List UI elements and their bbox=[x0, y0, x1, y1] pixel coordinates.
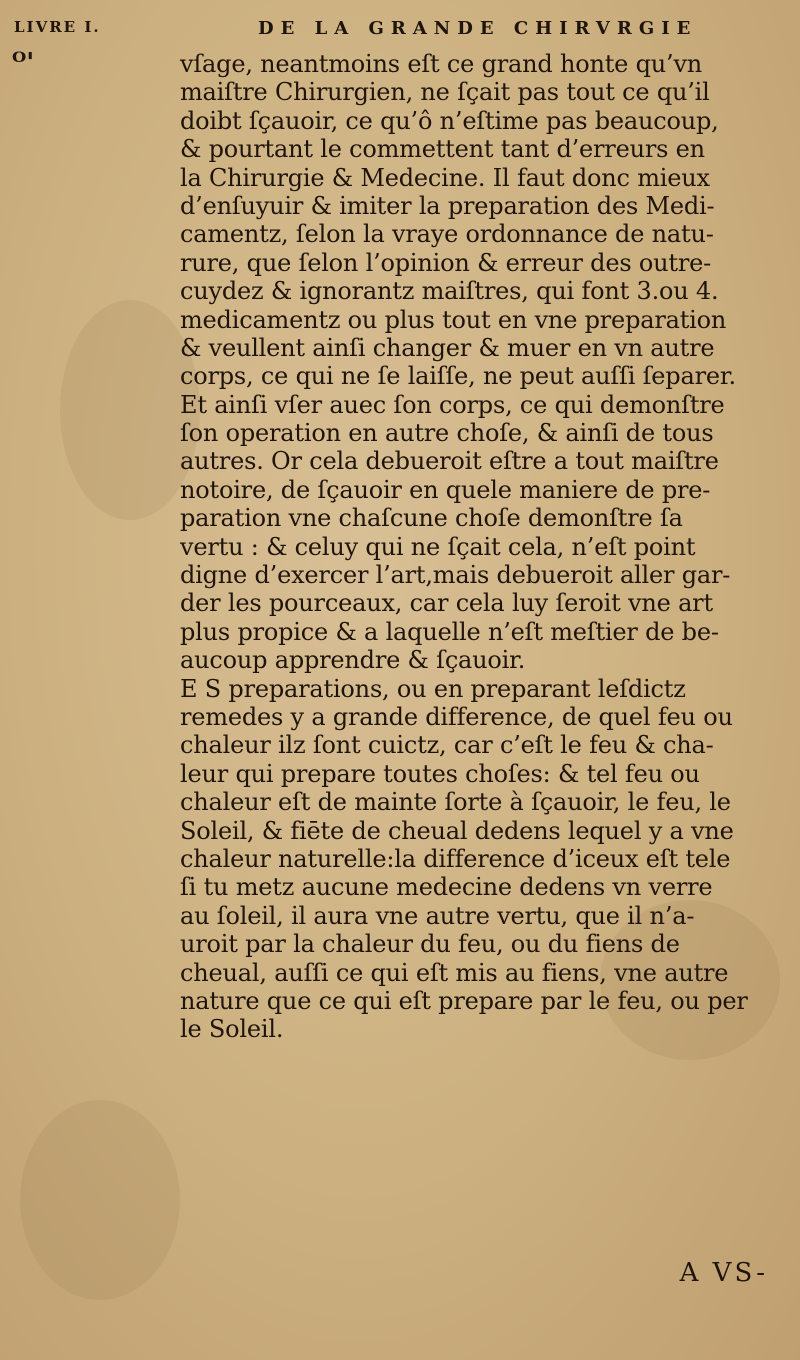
text-line: ſi tu metz aucune medecine dedens vn verre bbox=[180, 873, 713, 902]
text-line: leur qui prepare toutes choſes: & tel feu ou bbox=[180, 759, 700, 788]
text-line: d’enſuyuir & imiter la preparation des Medi- bbox=[180, 191, 715, 220]
text-line: autres. Or cela debueroit eſtre a tout maiſtre bbox=[180, 447, 719, 476]
text-line: chaleur ilz ſont cuictz, car c’eſt le feu & cha- bbox=[180, 731, 714, 760]
text-line: digne d’exercer l’art,mais debueroit aller gar- bbox=[180, 561, 731, 590]
text-line: ſon operation en autre choſe, & ainſi de tous bbox=[180, 419, 714, 448]
text-line: camentz, ſelon la vraye ordonnance de natu- bbox=[180, 220, 714, 249]
marginal-mark: ᴼ' bbox=[12, 48, 35, 78]
text-line: cheual, auſſi ce qui eſt mis au fiens, vne autre bbox=[180, 958, 729, 987]
text-line: chaleur naturelle:la difference d’iceux eſt tele bbox=[180, 844, 731, 873]
text-line: der les pourceaux, car cela luy ſeroit vne art bbox=[180, 589, 713, 618]
text-line: Soleil, & fiēte de cheual dedens lequel y a vne bbox=[180, 816, 734, 845]
text-line: le Soleil. bbox=[180, 1015, 284, 1044]
body-text bbox=[180, 50, 780, 1044]
paper-stain bbox=[60, 300, 200, 520]
text-line: uroit par la chaleur du feu, ou du fiens de bbox=[180, 930, 680, 959]
text-line: cuydez & ignorantz maiſtres, qui font 3.ou 4. bbox=[180, 277, 719, 306]
paper-stain bbox=[20, 1100, 180, 1300]
catchword: A VS- bbox=[679, 1258, 768, 1288]
text-line: medicamentz ou plus tout en vne preparation bbox=[180, 305, 727, 334]
text-line: plus propice & a laquelle n’eſt meſtier de be- bbox=[180, 617, 719, 646]
text-line: chaleur eſt de mainte ſorte à ſçauoir, le feu, le bbox=[180, 788, 731, 817]
text-line: doibt ſçauoir, ce qu’ô n’eſtime pas beaucoup, bbox=[180, 106, 719, 135]
text-line: vſage, neantmoins eſt ce grand honte qu’vn bbox=[180, 50, 703, 78]
text-line: Et ainſi vſer auec ſon corps, ce qui demonſtre bbox=[180, 390, 725, 419]
text-line: rure, que ſelon l’opinion & erreur des outre- bbox=[180, 248, 712, 277]
text-line: la Chirurgie & Medecine. Il faut donc mieux bbox=[180, 163, 710, 192]
text-line: & veullent ainſi changer & muer en vn autre bbox=[180, 333, 715, 362]
text-line: vertu : & celuy qui ne ſçait cela, n’eſt point bbox=[180, 532, 696, 561]
text-line: notoire, de ſçauoir en quele maniere de pre- bbox=[180, 475, 711, 504]
text-line: remedes y a grande difference, de quel feu ou bbox=[180, 702, 733, 731]
text-line: au ſoleil, il aura vne autre vertu, que il n’a- bbox=[180, 901, 695, 930]
text-line: paration vne chaſcune choſe demonſtre ſa bbox=[180, 504, 683, 533]
book-section-label: LIVRE I. bbox=[14, 18, 101, 36]
paragraph-start-line: E S preparations, ou en preparant leſdictz bbox=[180, 674, 686, 703]
text-line: aucoup apprendre & ſçauoir. bbox=[180, 646, 526, 675]
running-title: DE LA GRANDE CHIRVRGIE bbox=[258, 18, 698, 39]
running-header bbox=[0, 12, 800, 48]
text-line: nature que ce qui eſt prepare par le feu, ou per bbox=[180, 986, 748, 1015]
text-line: maiſtre Chirurgien, ne ſçait pas tout ce qu’il bbox=[180, 78, 710, 107]
text-line: & pourtant le commettent tant d’erreurs en bbox=[180, 135, 705, 164]
text-line: corps, ce qui ne ſe laiſſe, ne peut auſſi ſeparer. bbox=[180, 362, 736, 391]
